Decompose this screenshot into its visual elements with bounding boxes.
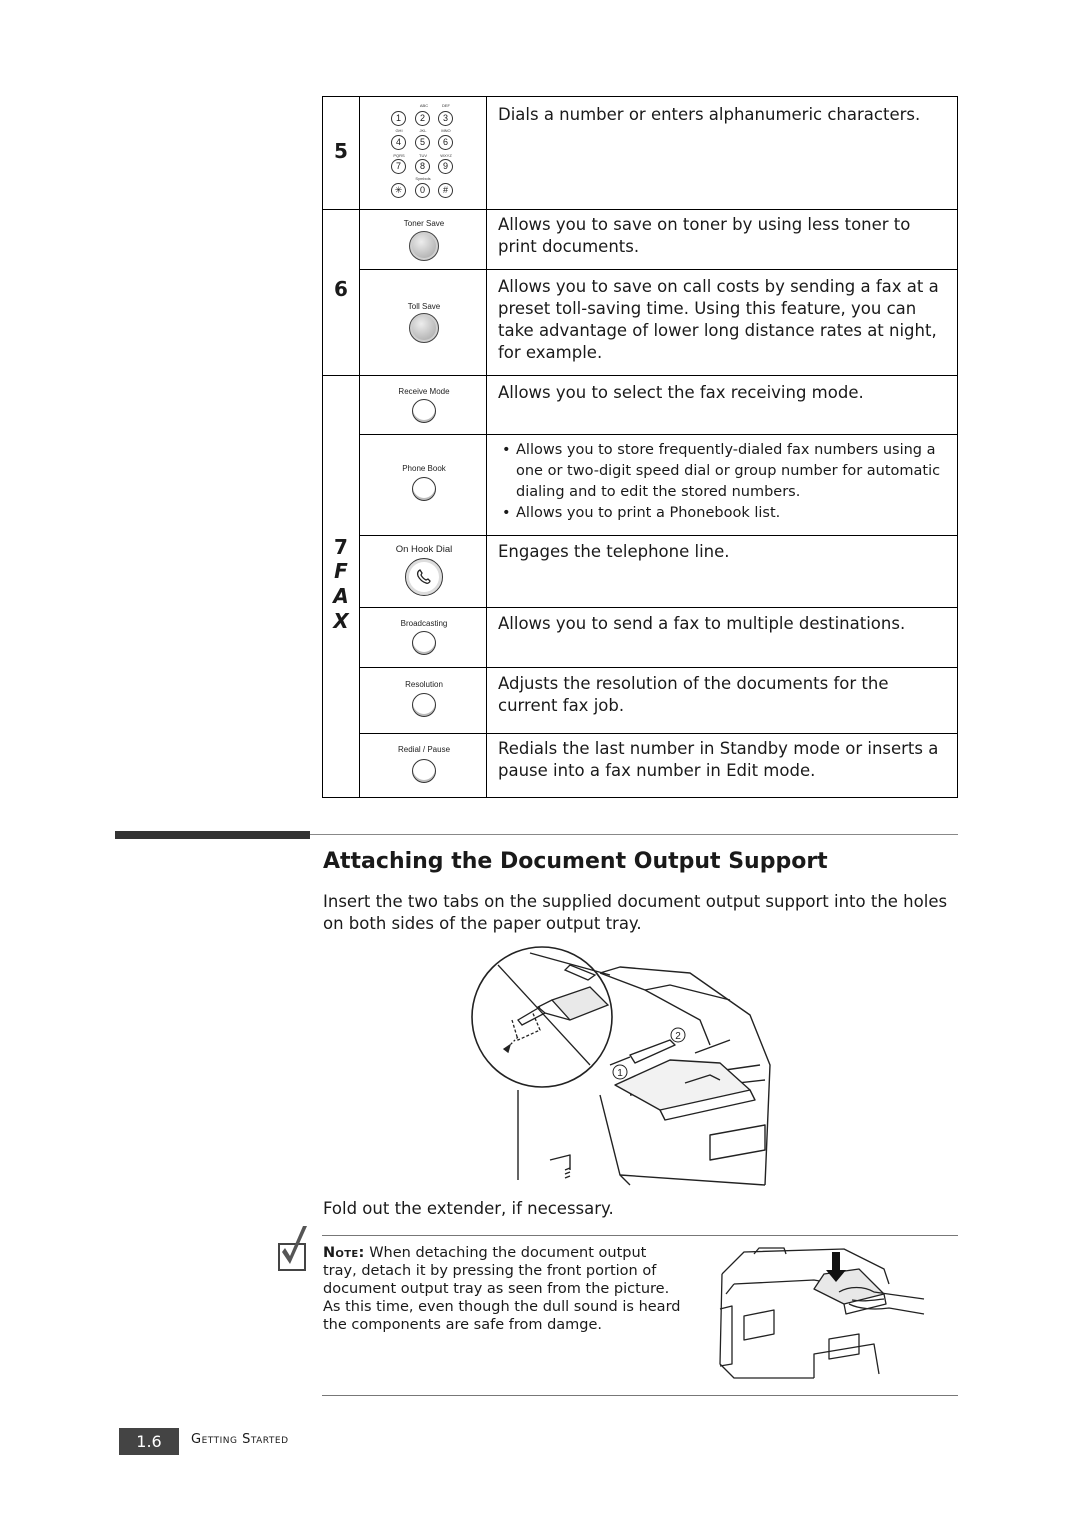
table-divider <box>359 269 957 270</box>
table-divider <box>359 434 957 435</box>
table-divider <box>359 733 957 734</box>
key-8[interactable]: 8 <box>415 159 430 174</box>
button-label: Receive Mode <box>398 387 450 396</box>
key-letters: PQRS <box>393 153 405 158</box>
phone-book-button[interactable] <box>412 477 436 501</box>
toner-save-button[interactable] <box>409 231 439 261</box>
table-divider <box>323 209 957 210</box>
broadcasting-button[interactable] <box>412 631 436 655</box>
key-3[interactable]: 3 <box>438 111 453 126</box>
on-hook-dial-button[interactable] <box>405 558 443 596</box>
section-title: Attaching the Document Output Support <box>323 849 828 874</box>
row-number: 5 <box>334 139 348 163</box>
row-description: Redials the last number in Standby mode or inserts a pause into a fax number in Edit mode. <box>498 739 939 780</box>
key-9[interactable]: 9 <box>438 159 453 174</box>
fax-letter: X <box>333 609 349 633</box>
row-description: Adjusts the resolution of the documents for the current fax job. <box>498 674 889 715</box>
row-number: 6 <box>334 277 348 301</box>
chapter-title: Getting Started <box>191 1432 289 1447</box>
row-description: Engages the telephone line. <box>498 542 730 561</box>
instruction-paragraph: Insert the two tabs on the supplied document output support into the holes on both sides of the paper output tray. <box>323 892 948 933</box>
key-letters: GHI <box>395 128 403 133</box>
note-rule-bottom <box>322 1395 958 1396</box>
key-5[interactable]: 5 <box>415 135 430 150</box>
section-rule <box>310 834 958 835</box>
list-item: • Allows you to print a Phonebook list. <box>498 503 950 524</box>
resolution-button[interactable] <box>412 693 436 717</box>
key-letters: WXYZ <box>440 153 452 158</box>
row-description: Allows you to send a fax to multiple destinations. <box>498 614 906 633</box>
key-7[interactable]: 7 <box>391 159 406 174</box>
phone-book-bullets <box>498 440 950 524</box>
table-divider <box>359 535 957 536</box>
key-letters: ABC <box>419 103 429 108</box>
button-label: On Hook Dial <box>395 544 453 555</box>
row-description: Allows you to select the fax receiving mode. <box>498 383 864 402</box>
checkmark-icon <box>276 1222 310 1274</box>
table-divider <box>359 97 360 797</box>
table-divider <box>486 97 487 797</box>
table-divider <box>359 667 957 668</box>
key-letters: TUV <box>419 153 427 158</box>
section-rule <box>115 831 310 839</box>
row-number: 7 <box>334 535 348 559</box>
detach-tray-illustration <box>714 1244 934 1384</box>
phone-handset-icon <box>414 567 434 587</box>
key-6[interactable]: 6 <box>438 135 453 150</box>
output-support-illustration <box>470 945 780 1190</box>
key-letters: MNO <box>441 128 451 133</box>
key-letters: Symbols <box>415 176 431 181</box>
row-description: Allows you to save on call costs by sending a fax at a preset toll-saving time. Using this feature, you can take advantage of lower long distance rates at night, for example. <box>498 277 939 362</box>
fax-letter: A <box>333 584 349 608</box>
callout-2: 2 <box>675 1031 681 1042</box>
note-text <box>323 1244 683 1334</box>
note-body: When detaching the document output tray, detach it by pressing the front portion of document output tray as seen from the picture. As this time, even though the dull sound is heard the components are safe from damge. <box>323 1245 681 1333</box>
note-label: Note: <box>323 1245 365 1261</box>
key-letters: DEF <box>442 103 450 108</box>
callout-1: 1 <box>617 1068 623 1079</box>
button-label: Phone Book <box>402 464 446 473</box>
button-label: Toll Save <box>407 302 441 311</box>
receive-mode-button[interactable] <box>412 399 436 423</box>
key-1[interactable]: 1 <box>391 111 406 126</box>
button-label: Resolution <box>405 680 443 689</box>
key-2[interactable]: 2 <box>415 111 430 126</box>
toll-save-button[interactable] <box>409 313 439 343</box>
key-4[interactable]: 4 <box>391 135 406 150</box>
fax-letter: F <box>334 559 348 583</box>
button-label: Toner Save <box>403 219 445 228</box>
instruction-paragraph: Fold out the extender, if necessary. <box>323 1199 614 1218</box>
list-item: • Allows you to store frequently-dialed fax numbers using a one or two-digit speed dial or group number for automatic dialing and to edit the stored numbers. <box>498 440 950 503</box>
key-0[interactable]: 0 <box>415 183 430 198</box>
key-letters: JKL <box>419 128 427 133</box>
page-number: 1.6 <box>119 1428 179 1455</box>
control-panel-table <box>322 96 958 798</box>
row-description: Allows you to save on toner by using less toner to print documents. <box>498 215 911 256</box>
row-description: Dials a number or enters alphanumeric characters. <box>498 105 921 124</box>
pound-key[interactable]: # <box>438 183 453 198</box>
star-key[interactable]: ✳ <box>391 183 406 198</box>
note-rule-top <box>322 1235 958 1236</box>
table-divider <box>359 607 957 608</box>
button-label: Broadcasting <box>400 619 448 628</box>
redial-pause-button[interactable] <box>412 759 436 783</box>
table-divider <box>323 375 957 376</box>
button-label: Redial / Pause <box>397 745 451 754</box>
